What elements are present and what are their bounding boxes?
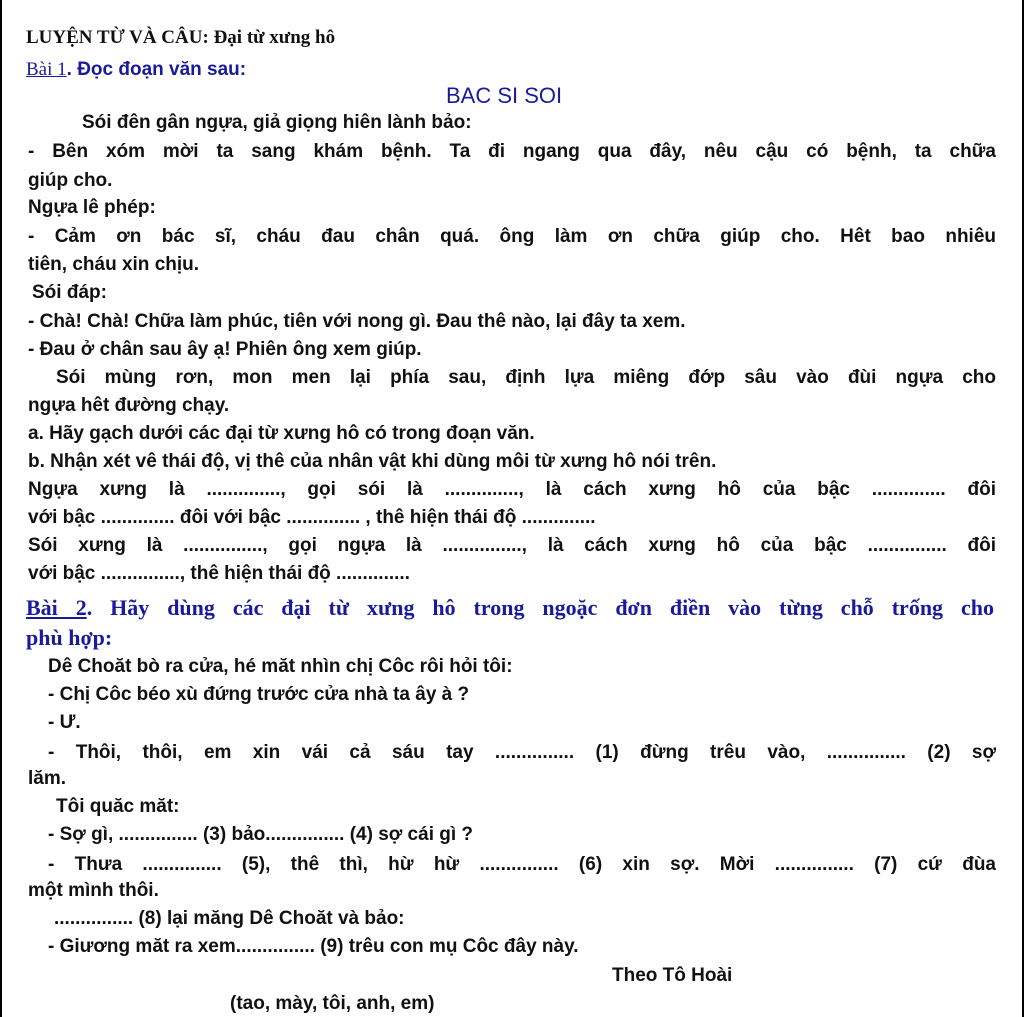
passage-line: - Chị Côc béo xù đứng trước cửa nhà ta ây à ?: [48, 684, 470, 705]
story-line: ngựa hêt đường chạy.: [28, 395, 230, 416]
passage-line: Dê Choăt bò ra cửa, hé măt nhìn chị Côc rôi hỏi tôi:: [48, 656, 513, 677]
author-credit: Theo Tô Hoài: [612, 965, 733, 986]
story-line: Sói đáp:: [32, 282, 107, 303]
passage-line: Tôi quăc măt:: [56, 796, 180, 817]
heading-topic: Đại từ xưng hô: [213, 27, 336, 48]
passage-line: ............... (8) lại măng Dê Choăt và bảo:: [54, 908, 405, 929]
worksheet-heading: [26, 26, 335, 50]
exercise-1-instruction: . Đọc đoạn văn sau:: [66, 59, 247, 80]
story-title: BAC SI SOI: [446, 83, 563, 108]
passage-line: một mình thôi.: [28, 880, 159, 901]
pronoun-options: (tao, mày, tôi, anh, em): [230, 993, 435, 1014]
exercise-2-instruction-cont: phù hợp:: [26, 625, 113, 650]
story-line: - Chà! Chà! Chữa làm phúc, tiên với nong gì. Đau thê nào, lại đây ta xem.: [28, 311, 686, 332]
story-line: Sói đên gân ngựa, giả giọng hiên lành bảo:: [82, 112, 472, 133]
story-line: giúp cho.: [28, 170, 113, 191]
exercise-2-instruction: . Hãy dùng các đại từ xưng hô trong ngoặc đơn điền vào từng chỗ trống cho: [86, 595, 994, 620]
heading-section: LUYỆN TỪ VÀ CÂU:: [26, 27, 209, 48]
fill-in-line: với bậc ..............., thê hiện thái độ ..............: [28, 563, 410, 584]
exercise-2-heading: [26, 594, 994, 622]
story-line: - Đau ở chân sau ây ạ! Phiên ông xem giúp.: [28, 339, 422, 360]
passage-line: - Thôi, thôi, em xin vái cả sáu tay ............... (1) đừng trêu vào, ............... (2) sợ: [48, 742, 996, 763]
fill-in-line: Sói xưng là ..............., gọi ngựa là ..............., là cách xưng hô của bậc ............... đôi: [28, 535, 996, 556]
exercise-1-label: Bài 1: [26, 59, 67, 80]
story-line: - Bên xóm mời ta sang khám bệnh. Ta đi ngang qua đây, nêu cậu có bệnh, ta chữa: [28, 141, 996, 162]
story-line: Ngựa lê phép:: [28, 197, 156, 218]
question-a: a. Hãy gạch dưới các đại từ xưng hô có trong đoạn văn.: [28, 423, 535, 444]
exercise-1-heading: [26, 58, 246, 82]
exercise-2-label: Bài 2: [26, 595, 87, 620]
story-line: - Cảm ơn bác sĩ, cháu đau chân quá. ông làm ơn chữa giúp cho. Hêt bao nhiêu: [28, 226, 996, 247]
question-b: b. Nhận xét vê thái độ, vị thê của nhân vật khi dùng môi từ xưng hô nói trên.: [28, 451, 717, 472]
fill-in-line: với bậc .............. đôi với bậc .............. , thê hiện thái độ ..............: [28, 507, 596, 528]
fill-in-line: Ngựa xưng là .............., gọi sói là .............., là cách xưng hô của bậc .............. đôi: [28, 479, 996, 500]
story-line: Sói mùng rơn, mon men lại phía sau, định lựa miêng đớp sâu vào đùi ngựa cho: [56, 367, 996, 388]
passage-line: lăm.: [28, 768, 67, 789]
story-line: tiên, cháu xin chịu.: [28, 254, 200, 275]
passage-line: - Ư.: [48, 712, 81, 733]
passage-line: - Giương măt ra xem............... (9) trêu con mụ Côc đây này.: [48, 936, 579, 957]
passage-line: - Thưa ............... (5), thê thì, hừ hừ ............... (6) xin sợ. Mời ............... (7) cứ đùa: [48, 854, 996, 875]
passage-line: - Sợ gì, ............... (3) bảo............... (4) sợ cái gì ?: [48, 824, 474, 845]
